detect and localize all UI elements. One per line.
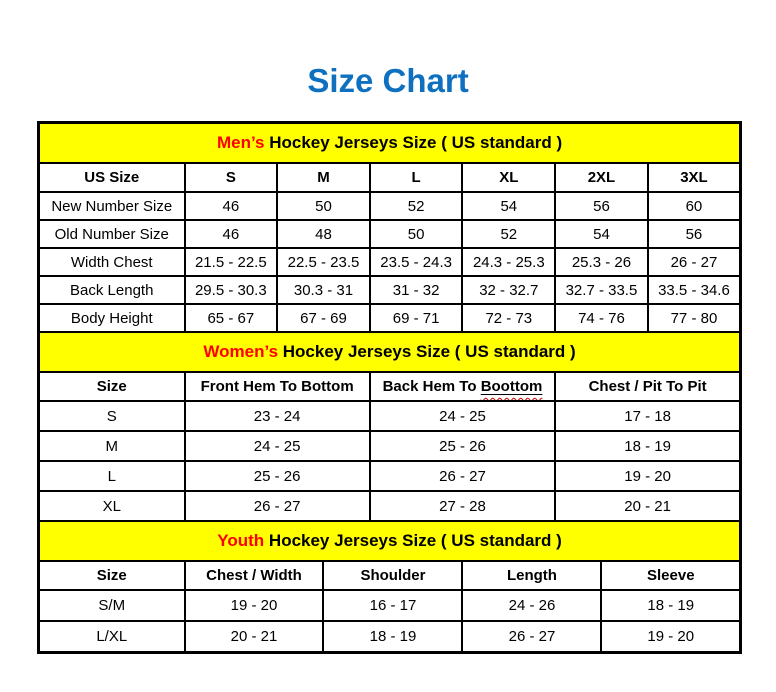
row-label: Back Length	[39, 276, 185, 304]
size-value-cell: 56	[648, 220, 741, 248]
mens-section-band	[39, 123, 741, 164]
size-value-cell: 52	[462, 220, 555, 248]
size-value-cell: 23 - 24	[185, 401, 370, 431]
size-value-cell: 54	[462, 192, 555, 220]
row-label: New Number Size	[39, 192, 185, 220]
row-label: Body Height	[39, 304, 185, 332]
row-label: Width Chest	[39, 248, 185, 276]
size-value-cell: 46	[185, 192, 278, 220]
size-value-cell: 22.5 - 23.5	[277, 248, 370, 276]
table-row	[39, 431, 741, 461]
column-header: Size	[39, 561, 185, 590]
womens-accent-text: Women’s	[203, 342, 279, 361]
size-value-cell: 26 - 27	[185, 491, 370, 521]
table-row	[39, 590, 741, 621]
table-row	[39, 192, 741, 220]
column-header: S	[185, 163, 278, 192]
youth-band-text: Hockey Jerseys Size ( US standard )	[264, 531, 562, 550]
youth-section-band	[39, 521, 741, 561]
youth-accent-text: Youth	[217, 531, 265, 550]
row-label: S/M	[39, 590, 185, 621]
misspelled-word-squiggle: Boottom	[480, 378, 543, 395]
column-header: Chest / Width	[185, 561, 324, 590]
size-value-cell: 24 - 26	[462, 590, 601, 621]
row-label: L	[39, 461, 185, 491]
column-header-misspelled	[370, 372, 555, 401]
womens-section-band	[39, 332, 741, 372]
size-value-cell: 77 - 80	[648, 304, 741, 332]
page-title: Size Chart	[307, 62, 469, 99]
size-value-cell: 20 - 21	[555, 491, 740, 521]
size-value-cell: 31 - 32	[370, 276, 463, 304]
womens-header-row	[39, 372, 741, 401]
column-header: US Size	[39, 163, 185, 192]
size-value-cell: 50	[370, 220, 463, 248]
mens-band-text: Hockey Jerseys Size ( US standard )	[264, 133, 563, 152]
size-value-cell: 20 - 21	[185, 621, 324, 653]
column-header: Length	[462, 561, 601, 590]
column-header: L	[370, 163, 463, 192]
size-value-cell: 52	[370, 192, 463, 220]
womens-band-text: Hockey Jerseys Size ( US standard )	[278, 342, 576, 361]
size-value-cell: 24 - 25	[185, 431, 370, 461]
column-header: Sleeve	[601, 561, 740, 590]
size-value-cell: 32 - 32.7	[462, 276, 555, 304]
size-value-cell: 24.3 - 25.3	[462, 248, 555, 276]
size-value-cell: 21.5 - 22.5	[185, 248, 278, 276]
column-header: Chest / Pit To Pit	[555, 372, 740, 401]
table-row	[39, 461, 741, 491]
size-value-cell: 16 - 17	[323, 590, 462, 621]
column-header: Front Hem To Bottom	[185, 372, 370, 401]
size-chart-table	[37, 121, 742, 654]
size-value-cell: 19 - 20	[185, 590, 324, 621]
size-value-cell: 26 - 27	[370, 461, 555, 491]
size-value-cell: 25 - 26	[185, 461, 370, 491]
size-value-cell: 18 - 19	[601, 590, 740, 621]
column-header: Size	[39, 372, 185, 401]
womens-section-title	[39, 332, 741, 372]
row-label: S	[39, 401, 185, 431]
size-value-cell: 18 - 19	[323, 621, 462, 653]
size-value-cell: 32.7 - 33.5	[555, 276, 648, 304]
column-header: M	[277, 163, 370, 192]
column-header: 3XL	[648, 163, 741, 192]
size-value-cell: 50	[277, 192, 370, 220]
size-value-cell: 18 - 19	[555, 431, 740, 461]
size-value-cell: 46	[185, 220, 278, 248]
size-value-cell: 74 - 76	[555, 304, 648, 332]
row-label: Old Number Size	[39, 220, 185, 248]
row-label: M	[39, 431, 185, 461]
size-value-cell: 65 - 67	[185, 304, 278, 332]
table-row	[39, 491, 741, 521]
size-value-cell: 48	[277, 220, 370, 248]
youth-section-title	[39, 521, 741, 561]
row-label: L/XL	[39, 621, 185, 653]
size-value-cell: 19 - 20	[555, 461, 740, 491]
size-value-cell: 67 - 69	[277, 304, 370, 332]
mens-section-title	[39, 123, 741, 164]
size-value-cell: 69 - 71	[370, 304, 463, 332]
size-value-cell: 33.5 - 34.6	[648, 276, 741, 304]
size-value-cell: 29.5 - 30.3	[185, 276, 278, 304]
column-header: XL	[462, 163, 555, 192]
size-value-cell: 27 - 28	[370, 491, 555, 521]
table-row	[39, 220, 741, 248]
row-label: XL	[39, 491, 185, 521]
mens-accent-text: Men’s	[216, 133, 265, 152]
size-value-cell: 72 - 73	[462, 304, 555, 332]
size-value-cell: 23.5 - 24.3	[370, 248, 463, 276]
column-header: Shoulder	[323, 561, 462, 590]
youth-header-row	[39, 561, 741, 590]
size-value-cell: 19 - 20	[601, 621, 740, 653]
table-row	[39, 248, 741, 276]
size-value-cell: 17 - 18	[555, 401, 740, 431]
size-value-cell: 56	[555, 192, 648, 220]
size-value-cell: 25 - 26	[370, 431, 555, 461]
table-row	[39, 621, 741, 653]
size-value-cell: 26 - 27	[462, 621, 601, 653]
size-value-cell: 30.3 - 31	[277, 276, 370, 304]
column-header-prefix: Back Hem To	[382, 378, 481, 395]
size-value-cell: 60	[648, 192, 741, 220]
table-row	[39, 401, 741, 431]
table-row	[39, 304, 741, 332]
size-value-cell: 25.3 - 26	[555, 248, 648, 276]
size-value-cell: 54	[555, 220, 648, 248]
mens-header-row	[39, 163, 741, 192]
column-header: 2XL	[555, 163, 648, 192]
table-row	[39, 276, 741, 304]
size-value-cell: 26 - 27	[648, 248, 741, 276]
size-value-cell: 24 - 25	[370, 401, 555, 431]
